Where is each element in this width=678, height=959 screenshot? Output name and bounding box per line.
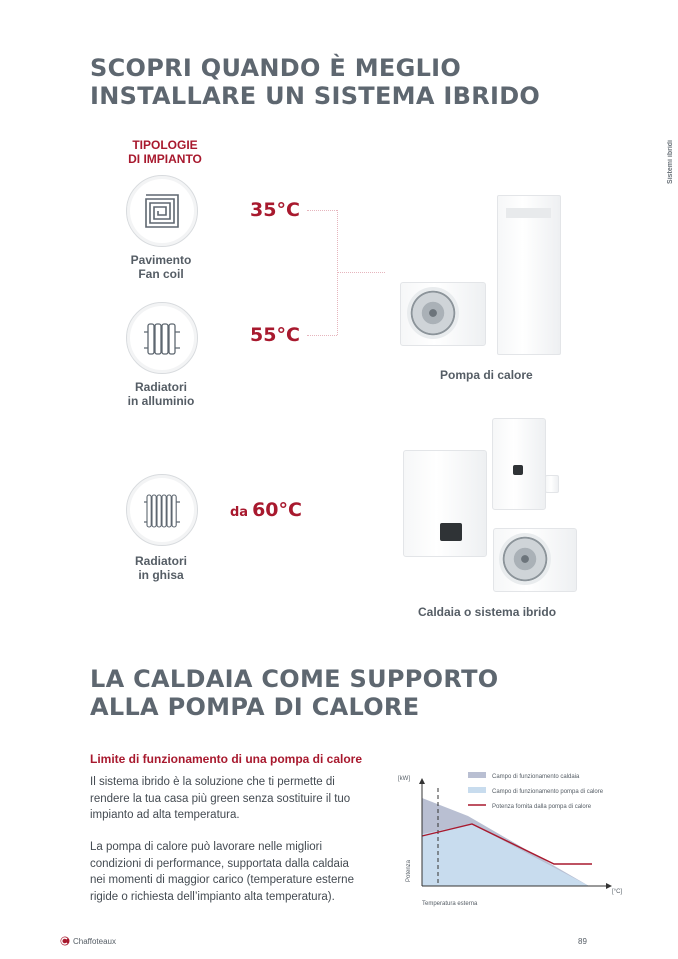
fan-icon <box>499 533 551 585</box>
system-types-title <box>110 138 220 166</box>
product-caption-hybrid: Caldaia o sistema ibrido <box>418 605 557 619</box>
boiler-image <box>403 450 487 557</box>
wall-unit-image <box>492 418 546 510</box>
y-unit: [kW] <box>398 776 410 782</box>
cast-iron-radiator-icon <box>142 490 182 530</box>
outdoor-unit-image-2 <box>493 528 577 592</box>
page-title <box>90 54 540 110</box>
heatpump-area <box>422 824 589 886</box>
section-title-line-2: ALLA POMPA DI CALORE <box>90 693 420 721</box>
temperature-35: 35°C <box>250 199 300 221</box>
y-axis-label: Potenza <box>406 859 412 882</box>
footer-brand <box>60 936 116 946</box>
controller-image <box>545 475 559 493</box>
fan-icon <box>407 287 459 339</box>
paragraph-2: La pompa di calore può lavorare nelle migliori condizioni di performance, supportata dalla caldaia nei momenti di maggior carico (temperature esterne rigide o richiesta dell’impianto alta temperatura). <box>90 841 354 903</box>
system-label-line-1: Pavimento <box>130 253 192 267</box>
brand-logo-icon <box>60 936 70 946</box>
legend-label-heatpump: Campo di funzionamento pompa di calore <box>492 789 604 795</box>
indoor-unit-display <box>506 208 551 218</box>
legend-label-power: Potenza fornita dalla pompa di calore <box>492 804 592 810</box>
system-types-title-line-2: DI IMPIANTO <box>128 152 202 166</box>
temperature-60 <box>230 499 302 521</box>
temperature-prefix: da <box>230 505 249 520</box>
connector-line <box>307 335 337 336</box>
y-axis-arrow <box>419 778 425 784</box>
subheading: Limite di funzionamento di una pompa di calore <box>90 752 363 766</box>
indoor-unit-image <box>497 195 561 355</box>
system-label-line-1: Radiatori <box>134 380 187 394</box>
legend-swatch-heatpump <box>468 787 486 793</box>
section-tab: Sistemi ibridi <box>667 140 674 184</box>
operating-range-chart <box>396 768 636 910</box>
wall-unit-display <box>513 465 523 475</box>
product-caption-heat-pump: Pompa di calore <box>440 368 533 382</box>
legend-swatch-boiler <box>468 772 486 778</box>
page-number: 89 <box>578 937 587 946</box>
temperature-55: 55°C <box>250 324 300 346</box>
paragraph-1: Il sistema ibrido è la soluzione che ti permette di rendere la tua casa più green senza sostituire il tuo impianto ad alta temperatura. <box>90 776 351 821</box>
section-title-line-1: LA CALDAIA COME SUPPORTO <box>90 665 499 693</box>
system-label-line-2: Fan coil <box>138 267 184 281</box>
underfloor-heating-icon <box>142 191 182 231</box>
page-title-line-2: INSTALLARE UN SISTEMA IBRIDO <box>90 82 541 110</box>
system-label-line-1: Radiatori <box>134 554 187 568</box>
outdoor-unit-image <box>400 282 486 346</box>
system-label-underfloor <box>101 253 221 281</box>
system-types-title-line-1: TIPOLOGIE <box>132 138 198 152</box>
connector-line <box>337 272 385 273</box>
x-unit: [°C] <box>612 889 623 895</box>
underfloor-heating-circle <box>126 175 198 247</box>
connector-line <box>307 210 337 211</box>
aluminium-radiator-circle <box>126 302 198 374</box>
x-axis-label: Temperatura esterna <box>422 901 478 907</box>
page-title-line-1: SCOPRI QUANDO È MEGLIO <box>90 54 462 82</box>
cast-iron-radiator-circle <box>126 474 198 546</box>
section-title <box>90 665 498 721</box>
system-label-line-2: in alluminio <box>127 394 195 408</box>
system-label-line-2: in ghisa <box>138 568 184 582</box>
legend-label-boiler: Campo di funzionamento caldaia <box>492 774 580 780</box>
footer-brand-name: Chaffoteaux <box>73 936 116 946</box>
system-label-aluminium <box>101 380 221 408</box>
temperature-value: 60°C <box>252 499 302 521</box>
boiler-display <box>440 523 462 541</box>
aluminium-radiator-icon <box>142 318 182 358</box>
system-label-cast-iron <box>101 554 221 582</box>
